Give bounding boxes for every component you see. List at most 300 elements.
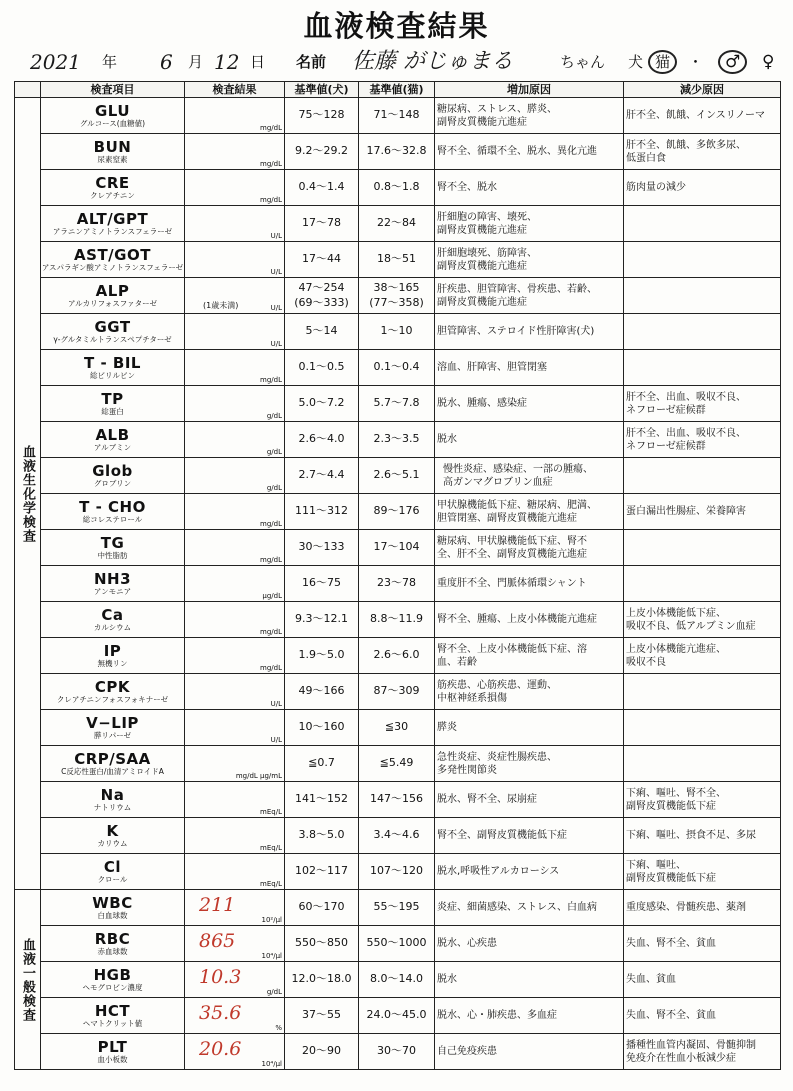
item-cell bbox=[41, 386, 185, 422]
ref-dog-cell bbox=[285, 818, 359, 854]
increase-cause-line: 脱水 bbox=[437, 434, 457, 445]
result-cell bbox=[185, 350, 285, 386]
increase-cause-line: 血、若齢 bbox=[437, 656, 477, 668]
ref-cat-value: 0.1〜0.4 bbox=[373, 360, 420, 374]
item-cell bbox=[41, 1034, 185, 1070]
item-jp-name: アルカリフォスファターゼ bbox=[67, 299, 158, 309]
page-title: 血液検査結果 bbox=[303, 9, 490, 43]
ref-dog-cell bbox=[285, 566, 359, 602]
item-code: T - CHO bbox=[79, 497, 146, 516]
item-code: ALB bbox=[95, 425, 130, 444]
table-row bbox=[15, 206, 781, 242]
increase-cause-line: 副腎皮質機能亢進症 bbox=[437, 260, 527, 272]
ref-cat-cell bbox=[359, 530, 435, 566]
ref-dog-cell bbox=[285, 674, 359, 710]
ref-dog-value: 47〜254 bbox=[298, 280, 345, 294]
ref-cat-cell bbox=[359, 170, 435, 206]
item-code: Na bbox=[100, 785, 125, 804]
item-code: GLU bbox=[94, 101, 130, 120]
ref-cat-cell bbox=[359, 242, 435, 278]
decrease-cause-cell bbox=[624, 134, 781, 170]
item-code: ALP bbox=[95, 281, 130, 300]
table-row bbox=[15, 1034, 781, 1070]
increase-cause-cell bbox=[435, 710, 624, 746]
result-cell bbox=[185, 998, 285, 1034]
decrease-cause-line: 副腎皮質機能低下症 bbox=[626, 800, 716, 812]
item-jp-name: 中性脂肪 bbox=[97, 551, 128, 561]
ref-cat-cell bbox=[359, 1034, 435, 1070]
ref-dog-cell bbox=[285, 314, 359, 350]
ref-dog-value: 5〜14 bbox=[305, 324, 338, 338]
ref-dog-value: 10〜160 bbox=[298, 720, 345, 734]
result-unit: 10²/μl bbox=[261, 916, 282, 924]
species-cat: 猫 bbox=[648, 50, 677, 74]
item-jp-name: カリウム bbox=[97, 839, 128, 849]
result-unit: U/L bbox=[270, 232, 282, 240]
item-cell bbox=[41, 566, 185, 602]
item-cell bbox=[41, 962, 185, 998]
ref-dog-value: 60〜170 bbox=[298, 900, 345, 914]
table-row bbox=[15, 242, 781, 278]
item-jp-name: アルブミン bbox=[93, 443, 132, 453]
ref-cat-cell bbox=[359, 134, 435, 170]
header-result: 検査結果 bbox=[185, 82, 285, 98]
header-ref-cat: 基準値(猫) bbox=[359, 82, 435, 98]
decrease-cause-line: ネフローゼ症候群 bbox=[626, 404, 706, 416]
item-cell bbox=[41, 998, 185, 1034]
ref-cat-value: 38〜165 bbox=[373, 280, 420, 294]
table-row bbox=[15, 530, 781, 566]
ref-cat-cell bbox=[359, 998, 435, 1034]
result-cell bbox=[185, 386, 285, 422]
result-cell bbox=[185, 566, 285, 602]
item-code: Glob bbox=[92, 461, 133, 480]
ref-cat-value: 18〜51 bbox=[377, 252, 416, 266]
increase-cause-cell bbox=[435, 566, 624, 602]
item-jp-name: 尿素窒素 bbox=[97, 155, 128, 165]
increase-cause-line: 脱水、腎不全、尿崩症 bbox=[437, 794, 537, 805]
result-cell bbox=[185, 746, 285, 782]
item-jp-name: 血小板数 bbox=[97, 1055, 128, 1065]
ref-cat-cell bbox=[359, 674, 435, 710]
item-code: HGB bbox=[93, 965, 132, 984]
increase-cause-line: 自己免疫疾患 bbox=[437, 1046, 497, 1057]
ref-dog-cell bbox=[285, 710, 359, 746]
table-row bbox=[15, 782, 781, 818]
result-unit: 10⁴/μl bbox=[261, 952, 282, 960]
ref-dog-value: 2.7〜4.4 bbox=[298, 468, 345, 482]
table-row bbox=[15, 926, 781, 962]
day-label: 日 bbox=[250, 53, 266, 71]
decrease-cause-line: 蛋白漏出性腸症、栄養障害 bbox=[626, 506, 746, 517]
decrease-cause-cell bbox=[624, 746, 781, 782]
result-unit: mg/dL bbox=[260, 376, 282, 384]
decrease-cause-line: 下痢、嘔吐、腎不全、 bbox=[626, 787, 726, 799]
increase-cause-cell bbox=[435, 242, 624, 278]
item-cell bbox=[41, 170, 185, 206]
result-unit: % bbox=[275, 1024, 282, 1032]
month-label: 月 bbox=[188, 53, 204, 71]
item-jp-name: クレアチニンフォスフォキナーゼ bbox=[56, 695, 169, 705]
ref-cat-cell bbox=[359, 962, 435, 998]
item-jp-name: クレアチニン bbox=[90, 191, 135, 201]
decrease-cause-cell bbox=[624, 1034, 781, 1070]
species-separator: ・ bbox=[688, 53, 704, 71]
increase-cause-cell bbox=[435, 314, 624, 350]
increase-cause-cell bbox=[435, 782, 624, 818]
ref-dog-value: 9.3〜12.1 bbox=[295, 612, 348, 626]
ref-cat-value: 8.0〜14.0 bbox=[370, 972, 423, 986]
decrease-cause-cell bbox=[624, 890, 781, 926]
ref-cat-cell bbox=[359, 278, 435, 314]
item-jp-name: 白血球数 bbox=[97, 911, 128, 921]
increase-cause-cell bbox=[435, 458, 624, 494]
result-cell bbox=[185, 170, 285, 206]
date-month: 6 bbox=[160, 50, 173, 74]
ref-dog-cell bbox=[285, 242, 359, 278]
ref-cat-value: 24.0〜45.0 bbox=[366, 1008, 427, 1022]
item-cell bbox=[41, 242, 185, 278]
decrease-cause-cell bbox=[624, 638, 781, 674]
result-unit: μg/dL bbox=[262, 592, 282, 600]
ref-cat-cell bbox=[359, 386, 435, 422]
ref-cat-value: 22〜84 bbox=[377, 216, 416, 230]
result-unit: U/L bbox=[270, 736, 282, 744]
decrease-cause-cell bbox=[624, 566, 781, 602]
result-cell bbox=[185, 962, 285, 998]
ref-dog-value: 141〜152 bbox=[295, 792, 348, 806]
decrease-cause-cell bbox=[624, 278, 781, 314]
ref-cat-cell bbox=[359, 926, 435, 962]
table-row bbox=[15, 566, 781, 602]
ref-dog-value: 20〜90 bbox=[302, 1044, 341, 1058]
item-cell bbox=[41, 854, 185, 890]
ref-dog-value: 75〜128 bbox=[298, 108, 345, 122]
result-unit: mg/dL bbox=[260, 124, 282, 132]
ref-dog-value: 17〜78 bbox=[302, 216, 341, 230]
ref-cat-value: 147〜156 bbox=[370, 792, 423, 806]
result-unit: mg/dL bbox=[260, 196, 282, 204]
date-year: 2021 bbox=[30, 50, 81, 74]
ref-dog-value: 17〜44 bbox=[302, 252, 341, 266]
ref-dog-cell bbox=[285, 278, 359, 314]
increase-cause-line: 肝細胞の障害、壊死、 bbox=[437, 211, 537, 223]
decrease-cause-cell bbox=[624, 602, 781, 638]
increase-cause-line: 胆管閉塞、副腎皮質機能亢進症 bbox=[437, 512, 577, 524]
item-jp-name: γ-グルタミルトランスペプチターゼ bbox=[53, 335, 172, 345]
increase-cause-line: 腎不全、副腎皮質機能低下症 bbox=[437, 830, 567, 841]
ref-cat-value: 2.6〜5.1 bbox=[373, 468, 420, 482]
item-jp-name: ヘモグロビン濃度 bbox=[82, 983, 143, 993]
ref-cat-value: 17〜104 bbox=[373, 540, 420, 554]
result-unit: U/L bbox=[270, 700, 282, 708]
table-row bbox=[15, 890, 781, 926]
ref-dog-cell bbox=[285, 962, 359, 998]
result-unit: mEq/L bbox=[260, 844, 282, 852]
ref-cat-value: 5.7〜7.8 bbox=[373, 396, 420, 410]
ref-dog-cell bbox=[285, 422, 359, 458]
decrease-cause-cell bbox=[624, 782, 781, 818]
increase-cause-cell bbox=[435, 962, 624, 998]
item-cell bbox=[41, 458, 185, 494]
result-cell bbox=[185, 674, 285, 710]
result-unit: mg/dL bbox=[260, 664, 282, 672]
ref-cat-cell bbox=[359, 314, 435, 350]
decrease-cause-cell bbox=[624, 458, 781, 494]
increase-cause-line: 脱水 bbox=[437, 974, 457, 985]
ref-cat-value: 0.8〜1.8 bbox=[373, 180, 420, 194]
ref-dog-cell bbox=[285, 926, 359, 962]
table-header-row bbox=[15, 82, 781, 98]
ref-cat-cell bbox=[359, 206, 435, 242]
increase-cause-line: 肝疾患、胆管障害、骨疾患、若齢、 bbox=[437, 283, 597, 295]
item-code: PLT bbox=[97, 1037, 128, 1056]
result-unit: g/dL bbox=[266, 988, 282, 996]
table-row bbox=[15, 278, 781, 314]
ref-cat-value: 3.4〜4.6 bbox=[373, 828, 420, 842]
ref-cat-cell bbox=[359, 98, 435, 134]
result-unit: mEq/L bbox=[260, 880, 282, 888]
increase-cause-cell bbox=[435, 134, 624, 170]
item-code: AST/GOT bbox=[74, 245, 151, 264]
ref-cat-cell bbox=[359, 854, 435, 890]
item-code: NH3 bbox=[93, 569, 132, 588]
item-jp-name: グルコース(血糖値) bbox=[79, 119, 146, 129]
increase-cause-line: 多発性関節炎 bbox=[437, 764, 497, 776]
item-code: ALT/GPT bbox=[76, 209, 149, 228]
ref-cat-value: (77〜358) bbox=[369, 295, 424, 309]
result-cell bbox=[185, 890, 285, 926]
result-unit: mg/dL bbox=[260, 556, 282, 564]
ref-cat-value: 2.3〜3.5 bbox=[373, 432, 420, 446]
decrease-cause-cell bbox=[624, 818, 781, 854]
item-jp-name: カルシウム bbox=[93, 623, 132, 633]
ref-dog-value: 111〜312 bbox=[295, 504, 348, 518]
item-jp-name: ナトリウム bbox=[93, 803, 132, 813]
header-item: 検査項目 bbox=[41, 82, 185, 98]
ref-dog-value: 49〜166 bbox=[298, 684, 345, 698]
species-cat-circled bbox=[648, 46, 677, 78]
result-unit: U/L bbox=[270, 340, 282, 348]
ref-dog-cell bbox=[285, 854, 359, 890]
table-row bbox=[15, 962, 781, 998]
decrease-cause-cell bbox=[624, 422, 781, 458]
item-code: CPK bbox=[94, 677, 131, 696]
increase-cause-line: 脱水,呼吸性アルカローシス bbox=[437, 866, 560, 877]
item-cell bbox=[41, 818, 185, 854]
ref-cat-value: 71〜148 bbox=[373, 108, 420, 122]
result-cell bbox=[185, 134, 285, 170]
ref-dog-value: 9.2〜29.2 bbox=[295, 144, 348, 158]
increase-cause-line: 高ガンマグロブリン血症 bbox=[443, 476, 553, 488]
decrease-cause-cell bbox=[624, 386, 781, 422]
table-row bbox=[15, 710, 781, 746]
increase-cause-cell bbox=[435, 926, 624, 962]
item-code: WBC bbox=[92, 893, 133, 912]
result-unit: U/L bbox=[270, 304, 282, 312]
result-cell bbox=[185, 782, 285, 818]
ref-cat-cell bbox=[359, 710, 435, 746]
increase-cause-cell bbox=[435, 602, 624, 638]
ref-cat-cell bbox=[359, 602, 435, 638]
table-row bbox=[15, 170, 781, 206]
result-value: 865 bbox=[199, 930, 236, 952]
increase-cause-line: 糖尿病、ストレス、膵炎、 bbox=[437, 103, 557, 115]
ref-dog-cell bbox=[285, 206, 359, 242]
increase-cause-line: 肝細胞壊死、筋障害、 bbox=[437, 247, 537, 259]
ref-dog-cell bbox=[285, 602, 359, 638]
item-cell bbox=[41, 602, 185, 638]
item-cell bbox=[41, 422, 185, 458]
item-jp-name: アンモニア bbox=[93, 587, 132, 597]
ref-cat-cell bbox=[359, 350, 435, 386]
increase-cause-line: 中枢神経系損傷 bbox=[437, 692, 507, 704]
item-cell bbox=[41, 98, 185, 134]
item-cell bbox=[41, 314, 185, 350]
species-dog: 犬 bbox=[628, 53, 644, 71]
decrease-cause-line: 上皮小体機能亢進症、 bbox=[626, 643, 726, 655]
result-cell bbox=[185, 494, 285, 530]
increase-cause-cell bbox=[435, 818, 624, 854]
result-cell bbox=[185, 1034, 285, 1070]
header-blank bbox=[15, 82, 41, 98]
table-row bbox=[15, 134, 781, 170]
increase-cause-line: 副腎皮質機能亢進症 bbox=[437, 296, 527, 308]
table-row bbox=[15, 998, 781, 1034]
category-biochem bbox=[15, 98, 41, 890]
increase-cause-cell bbox=[435, 890, 624, 926]
result-unit: U/L bbox=[270, 268, 282, 276]
sex-male: ♂ bbox=[718, 50, 747, 74]
result-unit: 10⁴/μl bbox=[261, 1060, 282, 1068]
ref-cat-cell bbox=[359, 566, 435, 602]
item-code: RBC bbox=[94, 929, 131, 948]
result-cell bbox=[185, 422, 285, 458]
result-value: 35.6 bbox=[199, 1002, 242, 1024]
decrease-cause-cell bbox=[624, 962, 781, 998]
increase-cause-line: 腎不全、循環不全、脱水、異化亢進 bbox=[437, 146, 597, 157]
item-jp-name: 総コレステロール bbox=[82, 515, 143, 525]
ref-cat-value: 23〜78 bbox=[377, 576, 416, 590]
increase-cause-line: 重度肝不全、門脈体循環シャント bbox=[437, 578, 587, 589]
result-cell bbox=[185, 242, 285, 278]
result-note: (1歳未満) bbox=[203, 301, 239, 310]
category-label: 血液生化学検査 bbox=[20, 444, 35, 543]
ref-dog-cell bbox=[285, 170, 359, 206]
increase-cause-cell bbox=[435, 638, 624, 674]
item-cell bbox=[41, 890, 185, 926]
year-label: 年 bbox=[102, 53, 118, 71]
ref-cat-cell bbox=[359, 818, 435, 854]
increase-cause-cell bbox=[435, 422, 624, 458]
ref-cat-value: 1〜10 bbox=[380, 324, 413, 338]
item-code: HCT bbox=[94, 1001, 131, 1020]
item-jp-name: クロール bbox=[97, 875, 128, 885]
item-cell bbox=[41, 926, 185, 962]
increase-cause-line: 筋疾患、心筋疾患、運動、 bbox=[437, 679, 557, 691]
decrease-cause-cell bbox=[624, 242, 781, 278]
increase-cause-line: 副腎皮質機能亢進症 bbox=[437, 116, 527, 128]
ref-cat-value: 87〜309 bbox=[373, 684, 420, 698]
decrease-cause-cell bbox=[624, 854, 781, 890]
increase-cause-line: 甲状腺機能低下症、糖尿病、肥満、 bbox=[437, 499, 597, 511]
ref-cat-value: 89〜176 bbox=[373, 504, 420, 518]
decrease-cause-cell bbox=[624, 674, 781, 710]
result-unit: g/dL bbox=[266, 448, 282, 456]
item-jp-name: アスパラギン酸アミノトランスフェラーゼ bbox=[41, 263, 184, 273]
item-code: TG bbox=[100, 533, 125, 552]
decrease-cause-line: 失血、腎不全、貧血 bbox=[626, 938, 716, 949]
increase-cause-line: 腎不全、脱水 bbox=[437, 182, 497, 193]
ref-dog-cell bbox=[285, 746, 359, 782]
item-code: Cl bbox=[103, 857, 122, 876]
item-cell bbox=[41, 206, 185, 242]
increase-cause-cell bbox=[435, 278, 624, 314]
decrease-cause-line: ネフローゼ症候群 bbox=[626, 440, 706, 452]
name-label: 名前 bbox=[296, 53, 327, 71]
ref-dog-cell bbox=[285, 134, 359, 170]
decrease-cause-line: 下痢、嘔吐、 bbox=[626, 859, 686, 871]
decrease-cause-line: 吸収不良、低アルブミン血症 bbox=[626, 620, 756, 632]
result-cell bbox=[185, 530, 285, 566]
item-cell bbox=[41, 674, 185, 710]
ref-dog-value: 30〜133 bbox=[298, 540, 345, 554]
increase-cause-line: 脱水、心疾患 bbox=[437, 938, 497, 949]
decrease-cause-line: 低蛋白食 bbox=[626, 152, 666, 164]
item-code: K bbox=[106, 821, 119, 840]
ref-cat-value: ≦30 bbox=[384, 720, 409, 734]
item-cell bbox=[41, 350, 185, 386]
header-ref-dog: 基準値(犬) bbox=[285, 82, 359, 98]
decrease-cause-cell bbox=[624, 998, 781, 1034]
decrease-cause-cell bbox=[624, 926, 781, 962]
increase-cause-line: 慢性炎症、感染症、一部の腫瘍、 bbox=[443, 463, 593, 475]
ref-dog-cell bbox=[285, 494, 359, 530]
result-cell bbox=[185, 602, 285, 638]
ref-dog-cell bbox=[285, 530, 359, 566]
increase-cause-cell bbox=[435, 746, 624, 782]
item-cell bbox=[41, 746, 185, 782]
ref-cat-value: 17.6〜32.8 bbox=[366, 144, 427, 158]
ref-dog-cell bbox=[285, 890, 359, 926]
decrease-cause-cell bbox=[624, 170, 781, 206]
ref-dog-cell bbox=[285, 1034, 359, 1070]
increase-cause-cell bbox=[435, 674, 624, 710]
decrease-cause-line: 播種性血管内凝固、骨髄抑制 bbox=[626, 1039, 756, 1051]
item-jp-name: C反応性蛋白/血清アミロイドA bbox=[61, 767, 164, 777]
ref-dog-value: 1.9〜5.0 bbox=[298, 648, 345, 662]
result-cell bbox=[185, 278, 285, 314]
table-row bbox=[15, 98, 781, 134]
item-cell bbox=[41, 134, 185, 170]
result-value: 20.6 bbox=[199, 1038, 242, 1060]
ref-dog-value: 37〜55 bbox=[302, 1008, 341, 1022]
table-row bbox=[15, 602, 781, 638]
item-jp-name: 総蛋白 bbox=[101, 407, 124, 417]
decrease-cause-cell bbox=[624, 98, 781, 134]
chan-label: ちゃん bbox=[560, 53, 606, 71]
ref-cat-cell bbox=[359, 638, 435, 674]
table-row bbox=[15, 746, 781, 782]
ref-dog-value: ≦0.7 bbox=[308, 756, 335, 770]
decrease-cause-line: 肝不全、飢餓、インスリノーマ bbox=[626, 110, 765, 121]
increase-cause-cell bbox=[435, 206, 624, 242]
item-code: CRE bbox=[95, 173, 130, 192]
increase-cause-line: 腎不全、上皮小体機能低下症、溶 bbox=[437, 643, 587, 655]
increase-cause-cell bbox=[435, 530, 624, 566]
increase-cause-line: 腎不全、腫瘍、上皮小体機能亢進症 bbox=[437, 614, 597, 625]
item-code: CRP/SAA bbox=[74, 749, 151, 768]
